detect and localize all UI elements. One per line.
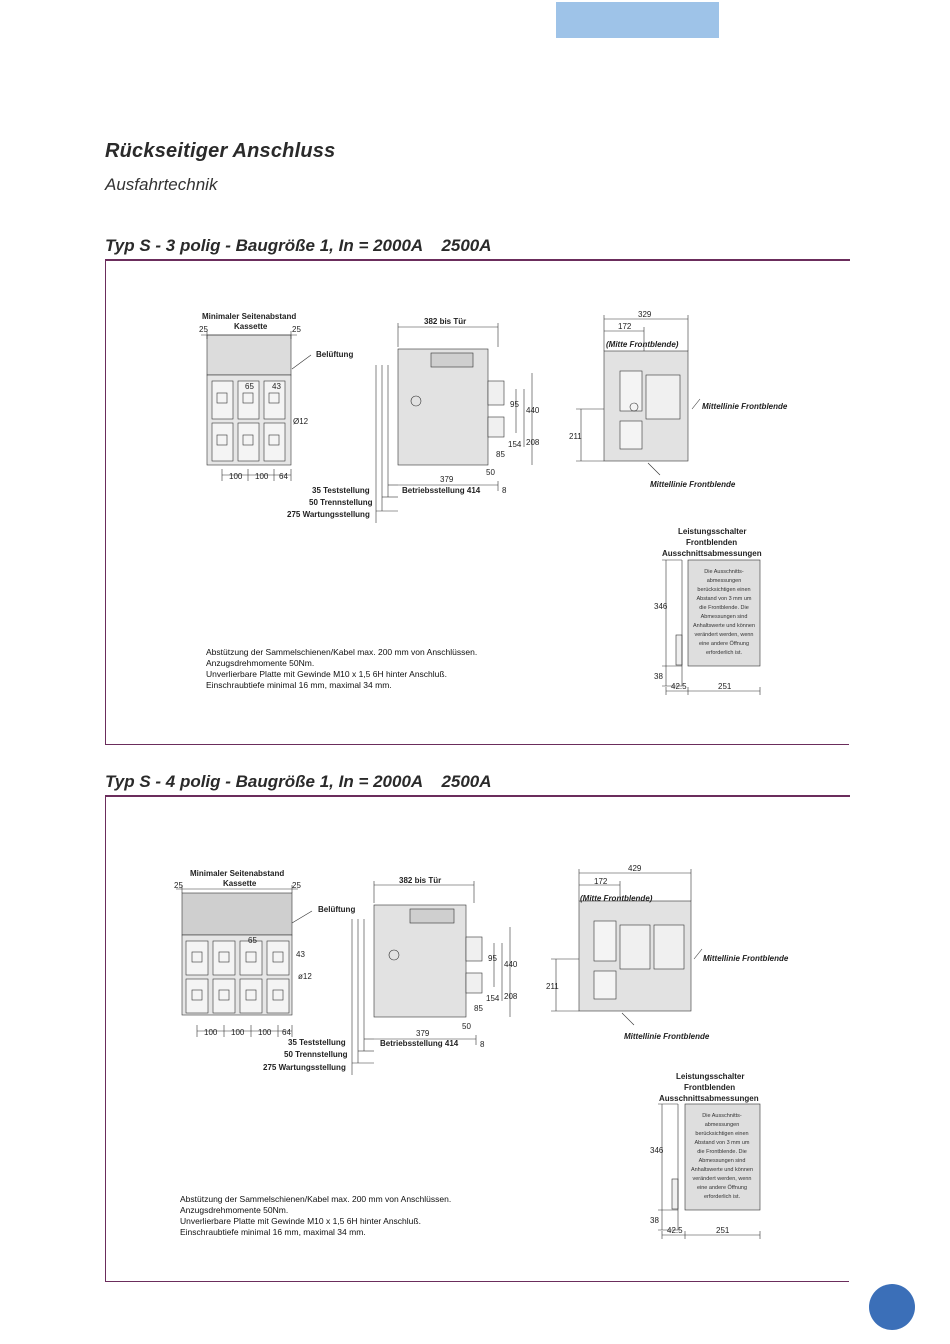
svg-text:211: 211 <box>546 982 559 991</box>
svg-text:95: 95 <box>488 954 497 963</box>
svg-text:50: 50 <box>486 468 495 477</box>
svg-text:42.5: 42.5 <box>671 682 687 691</box>
svg-text:440: 440 <box>526 406 540 415</box>
svg-text:379: 379 <box>416 1029 430 1038</box>
svg-text:berücksichtigen einen: berücksichtigen einen <box>697 587 751 593</box>
ge-logo-icon <box>869 1284 915 1330</box>
svg-text:50: 50 <box>462 1022 471 1031</box>
svg-text:42.5: 42.5 <box>667 1226 683 1235</box>
svg-text:eine andere Öffnung: eine andere Öffnung <box>698 641 750 647</box>
page-title: Rückseitiger Anschluss <box>105 140 336 162</box>
svg-text:379: 379 <box>440 475 454 484</box>
note-line: Unverlierbare Platte mit Gewinde M10 x 1,5 6H hinter Anschluß. <box>180 1216 421 1226</box>
kassette-label: Kassette <box>234 322 268 331</box>
svg-text:208: 208 <box>526 438 540 447</box>
svg-text:100: 100 <box>258 1028 272 1037</box>
min-side-label: Minimaler Seitenabstand <box>202 312 297 321</box>
svg-text:251: 251 <box>718 682 732 691</box>
svg-text:ø12: ø12 <box>298 972 312 981</box>
svg-text:172: 172 <box>594 877 608 886</box>
technical-drawing-4pol <box>106 797 849 1281</box>
section-title-3pol: Typ S - 3 polig - Baugröße 1, In = 2000A 2500A <box>105 236 492 255</box>
svg-text:38: 38 <box>650 1216 659 1225</box>
svg-text:43: 43 <box>272 382 281 391</box>
note-line: Einschraubtiefe minimal 16 mm, maximal 34 mm. <box>180 1227 366 1237</box>
svg-text:154: 154 <box>508 440 522 449</box>
svg-text:25: 25 <box>174 881 183 890</box>
svg-text:Ausschnittsabmessungen: Ausschnittsabmessungen <box>659 1094 759 1103</box>
svg-text:329: 329 <box>638 310 652 319</box>
mittellinie-bottom-label: Mittellinie Frontblende <box>624 1032 710 1041</box>
front-top-panel <box>182 893 292 935</box>
svg-text:440: 440 <box>504 960 518 969</box>
svg-text:100: 100 <box>255 472 269 481</box>
svg-text:erforderlich ist.: erforderlich ist. <box>703 1194 741 1200</box>
svg-text:346: 346 <box>650 1146 664 1155</box>
betrieb-label: Betriebsstellung 414 <box>402 486 481 495</box>
svg-text:154: 154 <box>486 994 500 1003</box>
svg-text:Leistungsschalter: Leistungsschalter <box>676 1072 745 1081</box>
svg-text:Ausschnittsabmessungen: Ausschnittsabmessungen <box>662 549 762 558</box>
svg-text:25: 25 <box>292 325 301 334</box>
section-title-4pol: Typ S - 4 polig - Baugröße 1, In = 2000A 2500A <box>105 772 492 791</box>
belueftung-label: Belüftung <box>318 905 356 914</box>
svg-text:65: 65 <box>248 936 257 945</box>
svg-text:abmessungen: abmessungen <box>704 1122 740 1128</box>
test-label: 35 Teststellung <box>312 486 370 495</box>
bis-tuer-label: 382 bis Tür <box>399 876 442 885</box>
svg-text:die Frontblende. Die: die Frontblende. Die <box>697 1149 747 1155</box>
svg-text:Frontblenden: Frontblenden <box>684 1083 736 1092</box>
note-line: Anzugsdrehmomente 50Nm. <box>180 1205 289 1215</box>
note-line: Unverlierbare Platte mit Gewinde M10 x 1,5 6H hinter Anschluß. <box>206 669 447 679</box>
bis-tuer-label: 382 bis Tür <box>424 317 467 326</box>
svg-text:verändert werden, wenn: verändert werden, wenn <box>692 1176 752 1182</box>
svg-text:Anhaltswerte und können: Anhaltswerte und können <box>692 623 756 629</box>
front-top-panel <box>207 335 291 375</box>
svg-text:429: 429 <box>628 864 642 873</box>
svg-text:208: 208 <box>504 992 518 1001</box>
svg-text:Abmessungen sind: Abmessungen sind <box>700 614 748 620</box>
svg-text:172: 172 <box>618 322 632 331</box>
page-subtitle: Ausfahrtechnik <box>105 175 218 194</box>
wartung-label: 275 Wartungsstellung <box>263 1063 346 1072</box>
svg-text:verändert werden, wenn: verändert werden, wenn <box>694 632 754 638</box>
trenn-label: 50 Trennstellung <box>309 498 373 507</box>
kassette-label: Kassette <box>223 879 257 888</box>
svg-text:erforderlich ist.: erforderlich ist. <box>705 650 743 656</box>
svg-text:Ø12: Ø12 <box>293 417 309 426</box>
svg-text:8: 8 <box>480 1040 485 1049</box>
mitte-frontblende-label: (Mitte Frontblende) <box>580 894 653 903</box>
min-side-label: Minimaler Seitenabstand <box>190 869 285 878</box>
section-tab-marker <box>556 2 719 38</box>
svg-text:Die Ausschnitts-: Die Ausschnitts- <box>702 1113 742 1119</box>
drawing-panel-3pol <box>105 261 849 745</box>
betrieb-label: Betriebsstellung 414 <box>380 1039 459 1048</box>
technical-drawing-3pol <box>106 261 849 744</box>
svg-text:100: 100 <box>204 1028 218 1037</box>
mittellinie-right-label: Mittellinie Frontblende <box>703 954 789 963</box>
svg-text:25: 25 <box>199 325 208 334</box>
svg-text:211: 211 <box>569 432 582 441</box>
svg-text:251: 251 <box>716 1226 730 1235</box>
note-line: Abstützung der Sammelschienen/Kabel max. 200 mm von Anschlüssen. <box>180 1194 452 1204</box>
svg-text:38: 38 <box>654 672 663 681</box>
svg-text:64: 64 <box>282 1028 291 1037</box>
svg-text:Anhaltswerte und können: Anhaltswerte und können <box>690 1167 754 1173</box>
svg-text:Abmessungen sind: Abmessungen sind <box>698 1158 746 1164</box>
note-line: Abstützung der Sammelschienen/Kabel max. 200 mm von Anschlüssen. <box>206 647 478 657</box>
svg-text:Abstand von 3 mm um: Abstand von 3 mm um <box>694 1140 750 1146</box>
wartung-label: 275 Wartungsstellung <box>287 510 370 519</box>
svg-text:64: 64 <box>279 472 288 481</box>
mittellinie-right-label: Mittellinie Frontblende <box>702 402 788 411</box>
svg-text:95: 95 <box>510 400 519 409</box>
svg-text:25: 25 <box>292 881 301 890</box>
svg-text:eine andere Öffnung: eine andere Öffnung <box>696 1185 748 1191</box>
test-label: 35 Teststellung <box>288 1038 346 1047</box>
svg-text:berücksichtigen einen: berücksichtigen einen <box>695 1131 749 1137</box>
svg-text:100: 100 <box>229 472 243 481</box>
svg-text:die Frontblende. Die: die Frontblende. Die <box>699 605 749 611</box>
mittellinie-bottom-label: Mittellinie Frontblende <box>650 480 736 489</box>
belueftung-label: Belüftung <box>316 350 354 359</box>
svg-text:Leistungsschalter: Leistungsschalter <box>678 527 747 536</box>
svg-text:8: 8 <box>502 486 507 495</box>
svg-text:85: 85 <box>474 1004 483 1013</box>
svg-text:65: 65 <box>245 382 254 391</box>
svg-text:abmessungen: abmessungen <box>706 578 742 584</box>
svg-text:43: 43 <box>296 950 305 959</box>
note-line: Anzugsdrehmomente 50Nm. <box>206 658 315 668</box>
note-line: Einschraubtiefe minimal 16 mm, maximal 34 mm. <box>206 680 392 690</box>
trenn-label: 50 Trennstellung <box>284 1050 348 1059</box>
mitte-frontblende-label: (Mitte Frontblende) <box>606 340 679 349</box>
svg-text:85: 85 <box>496 450 505 459</box>
drawing-panel-4pol <box>105 797 849 1282</box>
svg-text:100: 100 <box>231 1028 245 1037</box>
svg-text:Frontblenden: Frontblenden <box>686 538 738 547</box>
svg-text:346: 346 <box>654 602 668 611</box>
svg-text:Abstand von 3 mm um: Abstand von 3 mm um <box>696 596 752 602</box>
svg-text:Die Ausschnitts-: Die Ausschnitts- <box>704 569 744 575</box>
